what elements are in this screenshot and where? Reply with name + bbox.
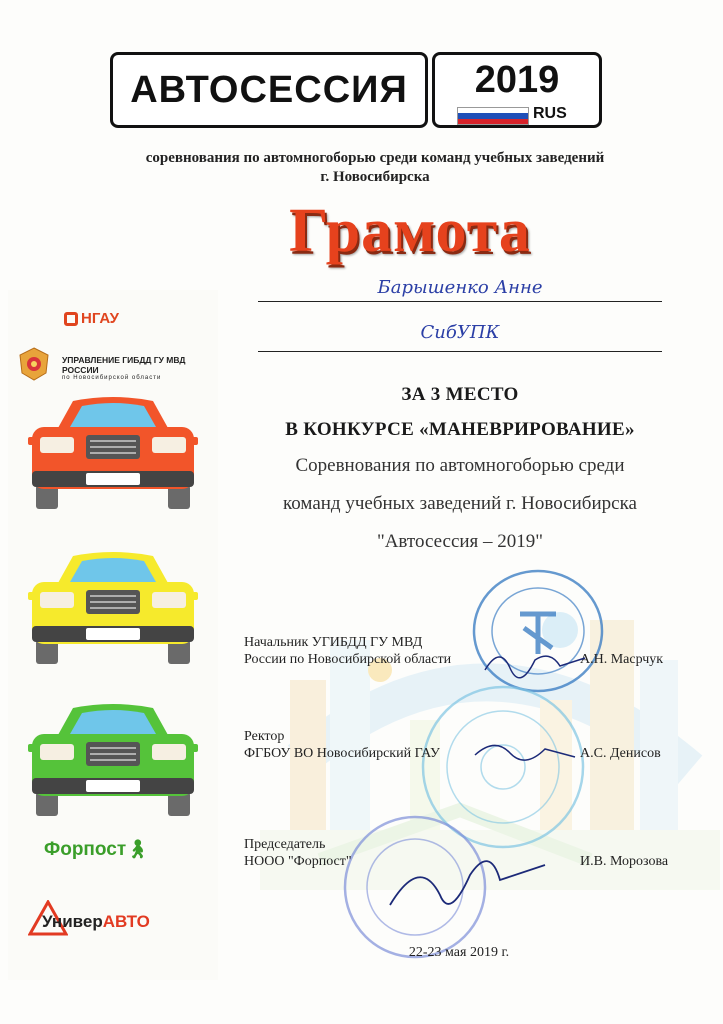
russia-flag-icon (457, 107, 529, 125)
univer-label: Универ (42, 912, 103, 931)
signatory-3-title-line1: Председатель (244, 837, 326, 852)
signatory-1-name: А.Н. Масрчук (580, 652, 664, 667)
award-place: ЗА 3 МЕСТО (401, 384, 519, 405)
car-yellow-illustration (28, 548, 198, 668)
signatory-2-title (244, 728, 440, 762)
signature-1-scribble (480, 640, 590, 680)
signatory-3-title (244, 836, 352, 870)
gibdd-logo (62, 355, 202, 381)
recipient-name-line (258, 301, 662, 302)
award-desc-line1: Соревнования по автомногоборью среди (295, 455, 625, 476)
ngau-logo: НГАУ (64, 310, 119, 327)
car-red-illustration (28, 393, 198, 513)
plate-country-code: RUS (533, 105, 567, 122)
award-desc-line2: команд учебных заведений г. Новосибирска (283, 493, 637, 514)
ngau-emblem-icon (64, 312, 78, 326)
award-desc-line3: "Автосессия – 2019" (376, 531, 544, 552)
subtitle-line1: соревнования по автомногоборью среди команд учебных заведений (145, 150, 605, 166)
walking-person-icon: 🚶︎ (126, 839, 149, 859)
plate-title (110, 52, 428, 128)
car-green-illustration (28, 700, 198, 820)
signatory-2-title-line1: Ректор (244, 729, 285, 744)
signatory-1-title-line2: России по Новосибирской области (244, 652, 452, 667)
signatory-1-title (244, 634, 451, 668)
signatory-1-title-line1: Начальник УГИБДД ГУ МВД (244, 635, 423, 650)
plate-year (432, 52, 602, 128)
avto-label: АВТО (102, 912, 150, 931)
subtitle-line2: г. Новосибирска (320, 169, 430, 185)
plate-title-text: АВТОСЕССИЯ (130, 68, 408, 111)
award-contest: В КОНКУРСЕ «МАНЕВРИРОВАНИЕ» (285, 419, 635, 440)
forpost-logo (44, 839, 149, 861)
signature-3-scribble (380, 835, 550, 925)
signatory-3-name: И.В. Морозова (580, 854, 669, 869)
gibdd-title: УПРАВЛЕНИЕ ГИБДД ГУ МВД РОССИИ (62, 355, 186, 375)
recipient-name: Барышенко Анне (377, 277, 543, 298)
signatory-2-name: А.С. Денисов (580, 746, 661, 761)
signature-2-scribble (470, 735, 580, 765)
recipient-organization-line (258, 351, 662, 352)
univerauto-logo (42, 912, 150, 932)
signatory-3-title-line2: НООО "Форпост" (244, 854, 352, 869)
plate-year-text: 2019 (474, 59, 560, 101)
gibdd-subtitle: по Новосибирской области (62, 375, 162, 381)
signatory-2-title-line2: ФГБОУ ВО Новосибирский ГАУ (244, 746, 440, 761)
document-title: Грамота (289, 197, 531, 265)
award-date: 22-23 мая 2019 г. (408, 945, 510, 960)
recipient-organization: СибУПК (420, 322, 500, 343)
forpost-label: Форпост (44, 839, 127, 860)
gibdd-emblem-icon (18, 347, 50, 381)
